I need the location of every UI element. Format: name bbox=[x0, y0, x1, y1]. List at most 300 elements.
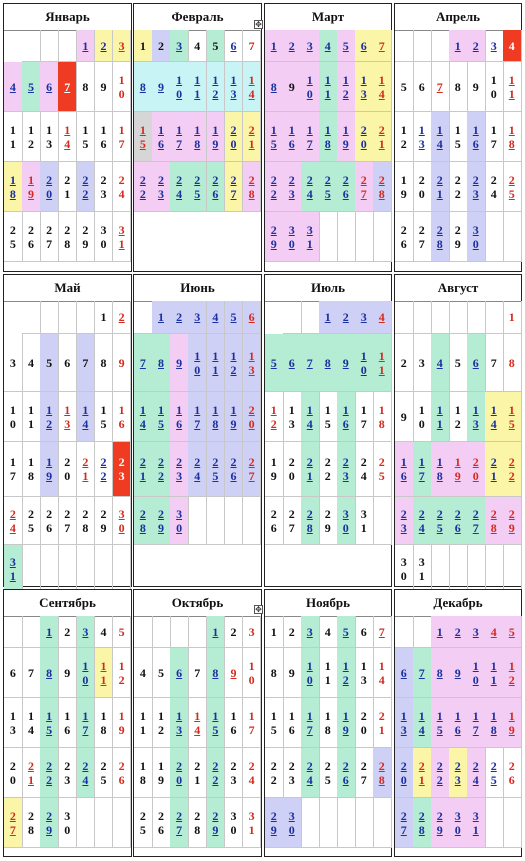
day-cell[interactable] bbox=[503, 301, 522, 334]
day-cell[interactable] bbox=[134, 748, 153, 798]
day-cell[interactable] bbox=[283, 616, 302, 648]
day-cell[interactable] bbox=[152, 748, 171, 798]
day-cell[interactable] bbox=[503, 392, 522, 442]
day-cell[interactable] bbox=[113, 698, 132, 748]
day-cell[interactable] bbox=[225, 648, 244, 698]
day-cell[interactable] bbox=[485, 334, 504, 392]
day-cell[interactable] bbox=[265, 698, 284, 748]
day-cell[interactable] bbox=[395, 748, 414, 798]
day-cell[interactable] bbox=[319, 497, 338, 545]
day-cell[interactable] bbox=[152, 798, 171, 848]
day-cell[interactable] bbox=[431, 616, 450, 648]
day-cell[interactable] bbox=[4, 112, 23, 162]
day-cell[interactable] bbox=[283, 648, 302, 698]
day-cell[interactable] bbox=[170, 648, 189, 698]
day-cell[interactable] bbox=[243, 62, 262, 112]
day-cell[interactable] bbox=[40, 648, 59, 698]
day-cell[interactable] bbox=[373, 698, 392, 748]
day-cell[interactable] bbox=[58, 62, 77, 112]
day-cell[interactable] bbox=[373, 616, 392, 648]
day-cell[interactable] bbox=[58, 798, 77, 848]
day-cell[interactable] bbox=[188, 112, 207, 162]
day-cell[interactable] bbox=[207, 162, 226, 212]
day-cell[interactable] bbox=[485, 392, 504, 442]
day-cell[interactable] bbox=[283, 162, 302, 212]
day-cell[interactable] bbox=[395, 212, 414, 262]
day-cell[interactable] bbox=[467, 648, 486, 698]
day-cell[interactable] bbox=[449, 698, 468, 748]
day-cell[interactable] bbox=[431, 62, 450, 112]
day-cell[interactable] bbox=[225, 30, 244, 62]
day-cell[interactable] bbox=[449, 442, 468, 497]
day-cell[interactable] bbox=[40, 442, 59, 497]
day-cell[interactable] bbox=[188, 748, 207, 798]
day-cell[interactable] bbox=[265, 648, 284, 698]
day-cell[interactable] bbox=[58, 162, 77, 212]
day-cell[interactable] bbox=[243, 301, 262, 334]
day-cell[interactable] bbox=[40, 698, 59, 748]
day-cell[interactable] bbox=[431, 698, 450, 748]
day-cell[interactable] bbox=[4, 392, 23, 442]
day-cell[interactable] bbox=[503, 62, 522, 112]
day-cell[interactable] bbox=[413, 162, 432, 212]
day-cell[interactable] bbox=[95, 334, 114, 392]
day-cell[interactable] bbox=[395, 545, 414, 593]
day-cell[interactable] bbox=[95, 497, 114, 545]
day-cell[interactable] bbox=[170, 112, 189, 162]
day-cell[interactable] bbox=[40, 392, 59, 442]
day-cell[interactable] bbox=[467, 162, 486, 212]
day-cell[interactable] bbox=[152, 334, 171, 392]
day-cell[interactable] bbox=[207, 301, 226, 334]
day-cell[interactable] bbox=[58, 497, 77, 545]
day-cell[interactable] bbox=[301, 748, 320, 798]
day-cell[interactable] bbox=[449, 648, 468, 698]
day-cell[interactable] bbox=[95, 648, 114, 698]
day-cell[interactable] bbox=[22, 392, 41, 442]
day-cell[interactable] bbox=[113, 616, 132, 648]
day-cell[interactable] bbox=[243, 442, 262, 497]
day-cell[interactable] bbox=[301, 392, 320, 442]
day-cell[interactable] bbox=[58, 212, 77, 262]
day-cell[interactable] bbox=[337, 30, 356, 62]
day-cell[interactable] bbox=[431, 162, 450, 212]
day-cell[interactable] bbox=[40, 162, 59, 212]
day-cell[interactable] bbox=[431, 748, 450, 798]
day-cell[interactable] bbox=[58, 648, 77, 698]
day-cell[interactable] bbox=[77, 334, 96, 392]
day-cell[interactable] bbox=[170, 698, 189, 748]
day-cell[interactable] bbox=[319, 648, 338, 698]
day-cell[interactable] bbox=[337, 442, 356, 497]
day-cell[interactable] bbox=[431, 497, 450, 545]
day-cell[interactable] bbox=[225, 698, 244, 748]
day-cell[interactable] bbox=[355, 112, 374, 162]
day-cell[interactable] bbox=[58, 334, 77, 392]
day-cell[interactable] bbox=[4, 162, 23, 212]
day-cell[interactable] bbox=[134, 648, 153, 698]
day-cell[interactable] bbox=[4, 698, 23, 748]
day-cell[interactable] bbox=[152, 648, 171, 698]
day-cell[interactable] bbox=[4, 545, 23, 593]
day-cell[interactable] bbox=[265, 748, 284, 798]
day-cell[interactable] bbox=[225, 162, 244, 212]
day-cell[interactable] bbox=[207, 748, 226, 798]
day-cell[interactable] bbox=[40, 334, 59, 392]
day-cell[interactable] bbox=[113, 162, 132, 212]
day-cell[interactable] bbox=[40, 212, 59, 262]
day-cell[interactable] bbox=[355, 698, 374, 748]
day-cell[interactable] bbox=[413, 112, 432, 162]
day-cell[interactable] bbox=[207, 648, 226, 698]
day-cell[interactable] bbox=[337, 698, 356, 748]
day-cell[interactable] bbox=[77, 212, 96, 262]
day-cell[interactable] bbox=[319, 62, 338, 112]
day-cell[interactable] bbox=[355, 301, 374, 334]
day-cell[interactable] bbox=[113, 301, 132, 334]
day-cell[interactable] bbox=[283, 112, 302, 162]
day-cell[interactable] bbox=[485, 616, 504, 648]
day-cell[interactable] bbox=[485, 648, 504, 698]
day-cell[interactable] bbox=[413, 497, 432, 545]
day-cell[interactable] bbox=[373, 334, 392, 392]
day-cell[interactable] bbox=[4, 334, 23, 392]
day-cell[interactable] bbox=[207, 798, 226, 848]
day-cell[interactable] bbox=[22, 212, 41, 262]
day-cell[interactable] bbox=[95, 698, 114, 748]
day-cell[interactable] bbox=[301, 212, 320, 262]
day-cell[interactable] bbox=[265, 798, 284, 848]
day-cell[interactable] bbox=[77, 162, 96, 212]
day-cell[interactable] bbox=[395, 392, 414, 442]
day-cell[interactable] bbox=[134, 334, 153, 392]
day-cell[interactable] bbox=[95, 442, 114, 497]
day-cell[interactable] bbox=[170, 798, 189, 848]
day-cell[interactable] bbox=[225, 442, 244, 497]
day-cell[interactable] bbox=[265, 616, 284, 648]
day-cell[interactable] bbox=[58, 616, 77, 648]
day-cell[interactable] bbox=[503, 648, 522, 698]
day-cell[interactable] bbox=[77, 112, 96, 162]
day-cell[interactable] bbox=[95, 62, 114, 112]
day-cell[interactable] bbox=[467, 392, 486, 442]
day-cell[interactable] bbox=[301, 616, 320, 648]
day-cell[interactable] bbox=[113, 30, 132, 62]
day-cell[interactable] bbox=[207, 62, 226, 112]
day-cell[interactable] bbox=[265, 162, 284, 212]
day-cell[interactable] bbox=[188, 30, 207, 62]
day-cell[interactable] bbox=[77, 442, 96, 497]
day-cell[interactable] bbox=[77, 616, 96, 648]
day-cell[interactable] bbox=[373, 392, 392, 442]
day-cell[interactable] bbox=[431, 442, 450, 497]
day-cell[interactable] bbox=[152, 442, 171, 497]
table-move-handle-icon[interactable]: ✥ bbox=[255, 605, 262, 614]
day-cell[interactable] bbox=[319, 616, 338, 648]
day-cell[interactable] bbox=[134, 392, 153, 442]
day-cell[interactable] bbox=[152, 62, 171, 112]
day-cell[interactable] bbox=[207, 392, 226, 442]
day-cell[interactable] bbox=[413, 698, 432, 748]
day-cell[interactable] bbox=[283, 497, 302, 545]
day-cell[interactable] bbox=[152, 392, 171, 442]
day-cell[interactable] bbox=[4, 497, 23, 545]
day-cell[interactable] bbox=[373, 62, 392, 112]
day-cell[interactable] bbox=[373, 648, 392, 698]
day-cell[interactable] bbox=[485, 497, 504, 545]
day-cell[interactable] bbox=[58, 748, 77, 798]
day-cell[interactable] bbox=[95, 112, 114, 162]
day-cell[interactable] bbox=[301, 62, 320, 112]
day-cell[interactable] bbox=[431, 212, 450, 262]
day-cell[interactable] bbox=[319, 392, 338, 442]
day-cell[interactable] bbox=[265, 62, 284, 112]
day-cell[interactable] bbox=[170, 748, 189, 798]
day-cell[interactable] bbox=[113, 392, 132, 442]
day-cell[interactable] bbox=[22, 334, 41, 392]
day-cell[interactable] bbox=[40, 798, 59, 848]
day-cell[interactable] bbox=[4, 442, 23, 497]
day-cell[interactable] bbox=[188, 301, 207, 334]
day-cell[interactable] bbox=[77, 748, 96, 798]
day-cell[interactable] bbox=[503, 334, 522, 392]
day-cell[interactable] bbox=[373, 748, 392, 798]
day-cell[interactable] bbox=[225, 112, 244, 162]
day-cell[interactable] bbox=[337, 334, 356, 392]
day-cell[interactable] bbox=[207, 442, 226, 497]
day-cell[interactable] bbox=[337, 112, 356, 162]
day-cell[interactable] bbox=[134, 162, 153, 212]
day-cell[interactable] bbox=[301, 30, 320, 62]
day-cell[interactable] bbox=[188, 698, 207, 748]
day-cell[interactable] bbox=[170, 392, 189, 442]
day-cell[interactable] bbox=[134, 30, 153, 62]
day-cell[interactable] bbox=[188, 162, 207, 212]
day-cell[interactable] bbox=[467, 212, 486, 262]
day-cell[interactable] bbox=[413, 334, 432, 392]
day-cell[interactable] bbox=[449, 30, 468, 62]
day-cell[interactable] bbox=[431, 334, 450, 392]
day-cell[interactable] bbox=[449, 112, 468, 162]
day-cell[interactable] bbox=[301, 162, 320, 212]
day-cell[interactable] bbox=[337, 497, 356, 545]
day-cell[interactable] bbox=[467, 497, 486, 545]
day-cell[interactable] bbox=[503, 112, 522, 162]
day-cell[interactable] bbox=[319, 30, 338, 62]
day-cell[interactable] bbox=[395, 112, 414, 162]
day-cell[interactable] bbox=[355, 648, 374, 698]
day-cell[interactable] bbox=[467, 62, 486, 112]
day-cell[interactable] bbox=[243, 748, 262, 798]
day-cell[interactable] bbox=[225, 748, 244, 798]
day-cell[interactable] bbox=[243, 392, 262, 442]
day-cell[interactable] bbox=[22, 112, 41, 162]
day-cell[interactable] bbox=[152, 112, 171, 162]
day-cell[interactable] bbox=[265, 497, 284, 545]
day-cell[interactable] bbox=[188, 392, 207, 442]
day-cell[interactable] bbox=[373, 442, 392, 497]
day-cell[interactable] bbox=[77, 648, 96, 698]
day-cell[interactable] bbox=[95, 392, 114, 442]
day-cell[interactable] bbox=[4, 748, 23, 798]
day-cell[interactable] bbox=[355, 62, 374, 112]
day-cell[interactable] bbox=[283, 442, 302, 497]
day-cell[interactable] bbox=[207, 112, 226, 162]
day-cell[interactable] bbox=[283, 212, 302, 262]
day-cell[interactable] bbox=[4, 648, 23, 698]
day-cell[interactable] bbox=[355, 392, 374, 442]
day-cell[interactable] bbox=[134, 497, 153, 545]
day-cell[interactable] bbox=[395, 442, 414, 497]
day-cell[interactable] bbox=[58, 392, 77, 442]
day-cell[interactable] bbox=[355, 334, 374, 392]
day-cell[interactable] bbox=[188, 62, 207, 112]
day-cell[interactable] bbox=[431, 112, 450, 162]
day-cell[interactable] bbox=[431, 798, 450, 848]
day-cell[interactable] bbox=[449, 212, 468, 262]
day-cell[interactable] bbox=[170, 30, 189, 62]
day-cell[interactable] bbox=[395, 798, 414, 848]
day-cell[interactable] bbox=[22, 798, 41, 848]
day-cell[interactable] bbox=[113, 497, 132, 545]
day-cell[interactable] bbox=[467, 616, 486, 648]
day-cell[interactable] bbox=[170, 301, 189, 334]
day-cell[interactable] bbox=[413, 392, 432, 442]
day-cell[interactable] bbox=[77, 62, 96, 112]
day-cell[interactable] bbox=[113, 648, 132, 698]
day-cell[interactable] bbox=[283, 748, 302, 798]
day-cell[interactable] bbox=[449, 616, 468, 648]
day-cell[interactable] bbox=[337, 62, 356, 112]
day-cell[interactable] bbox=[170, 334, 189, 392]
day-cell[interactable] bbox=[449, 798, 468, 848]
day-cell[interactable] bbox=[395, 648, 414, 698]
day-cell[interactable] bbox=[113, 62, 132, 112]
day-cell[interactable] bbox=[243, 162, 262, 212]
day-cell[interactable] bbox=[301, 442, 320, 497]
day-cell[interactable] bbox=[319, 748, 338, 798]
day-cell[interactable] bbox=[283, 334, 302, 392]
day-cell[interactable] bbox=[77, 698, 96, 748]
day-cell[interactable] bbox=[301, 497, 320, 545]
day-cell[interactable] bbox=[77, 497, 96, 545]
day-cell[interactable] bbox=[355, 748, 374, 798]
day-cell[interactable] bbox=[413, 442, 432, 497]
day-cell[interactable] bbox=[467, 798, 486, 848]
day-cell[interactable] bbox=[95, 162, 114, 212]
day-cell[interactable] bbox=[243, 30, 262, 62]
day-cell[interactable] bbox=[134, 798, 153, 848]
day-cell[interactable] bbox=[4, 798, 23, 848]
day-cell[interactable] bbox=[485, 698, 504, 748]
day-cell[interactable] bbox=[283, 798, 302, 848]
day-cell[interactable] bbox=[243, 334, 262, 392]
day-cell[interactable] bbox=[337, 301, 356, 334]
day-cell[interactable] bbox=[503, 616, 522, 648]
day-cell[interactable] bbox=[413, 545, 432, 593]
day-cell[interactable] bbox=[413, 648, 432, 698]
day-cell[interactable] bbox=[188, 442, 207, 497]
day-cell[interactable] bbox=[40, 748, 59, 798]
day-cell[interactable] bbox=[188, 334, 207, 392]
day-cell[interactable] bbox=[337, 748, 356, 798]
day-cell[interactable] bbox=[243, 698, 262, 748]
day-cell[interactable] bbox=[134, 698, 153, 748]
day-cell[interactable] bbox=[225, 392, 244, 442]
day-cell[interactable] bbox=[22, 648, 41, 698]
day-cell[interactable] bbox=[373, 30, 392, 62]
day-cell[interactable] bbox=[113, 748, 132, 798]
day-cell[interactable] bbox=[58, 112, 77, 162]
day-cell[interactable] bbox=[188, 798, 207, 848]
day-cell[interactable] bbox=[170, 62, 189, 112]
day-cell[interactable] bbox=[449, 392, 468, 442]
day-cell[interactable] bbox=[283, 62, 302, 112]
day-cell[interactable] bbox=[301, 334, 320, 392]
day-cell[interactable] bbox=[319, 334, 338, 392]
day-cell[interactable] bbox=[449, 62, 468, 112]
day-cell[interactable] bbox=[283, 30, 302, 62]
day-cell[interactable] bbox=[449, 748, 468, 798]
day-cell[interactable] bbox=[152, 162, 171, 212]
day-cell[interactable] bbox=[467, 30, 486, 62]
day-cell[interactable] bbox=[355, 162, 374, 212]
day-cell[interactable] bbox=[265, 392, 284, 442]
day-cell[interactable] bbox=[485, 62, 504, 112]
day-cell[interactable] bbox=[395, 62, 414, 112]
day-cell[interactable] bbox=[337, 648, 356, 698]
day-cell[interactable] bbox=[485, 748, 504, 798]
day-cell[interactable] bbox=[503, 748, 522, 798]
day-cell[interactable] bbox=[225, 334, 244, 392]
day-cell[interactable] bbox=[95, 301, 114, 334]
day-cell[interactable] bbox=[243, 112, 262, 162]
day-cell[interactable] bbox=[134, 62, 153, 112]
day-cell[interactable] bbox=[134, 112, 153, 162]
day-cell[interactable] bbox=[265, 112, 284, 162]
day-cell[interactable] bbox=[77, 30, 96, 62]
day-cell[interactable] bbox=[40, 62, 59, 112]
day-cell[interactable] bbox=[449, 162, 468, 212]
day-cell[interactable] bbox=[467, 334, 486, 392]
day-cell[interactable] bbox=[467, 748, 486, 798]
day-cell[interactable] bbox=[431, 392, 450, 442]
day-cell[interactable] bbox=[485, 30, 504, 62]
day-cell[interactable] bbox=[40, 616, 59, 648]
day-cell[interactable] bbox=[207, 30, 226, 62]
day-cell[interactable] bbox=[355, 616, 374, 648]
day-cell[interactable] bbox=[503, 497, 522, 545]
day-cell[interactable] bbox=[207, 334, 226, 392]
day-cell[interactable] bbox=[243, 616, 262, 648]
day-cell[interactable] bbox=[373, 112, 392, 162]
day-cell[interactable] bbox=[243, 648, 262, 698]
day-cell[interactable] bbox=[301, 648, 320, 698]
day-cell[interactable] bbox=[485, 442, 504, 497]
day-cell[interactable] bbox=[22, 442, 41, 497]
day-cell[interactable] bbox=[413, 212, 432, 262]
day-cell[interactable] bbox=[22, 162, 41, 212]
day-cell[interactable] bbox=[58, 442, 77, 497]
day-cell[interactable] bbox=[449, 497, 468, 545]
day-cell[interactable] bbox=[355, 30, 374, 62]
day-cell[interactable] bbox=[467, 112, 486, 162]
day-cell[interactable] bbox=[283, 392, 302, 442]
day-cell[interactable] bbox=[395, 497, 414, 545]
day-cell[interactable] bbox=[283, 698, 302, 748]
day-cell[interactable] bbox=[243, 798, 262, 848]
day-cell[interactable] bbox=[95, 748, 114, 798]
